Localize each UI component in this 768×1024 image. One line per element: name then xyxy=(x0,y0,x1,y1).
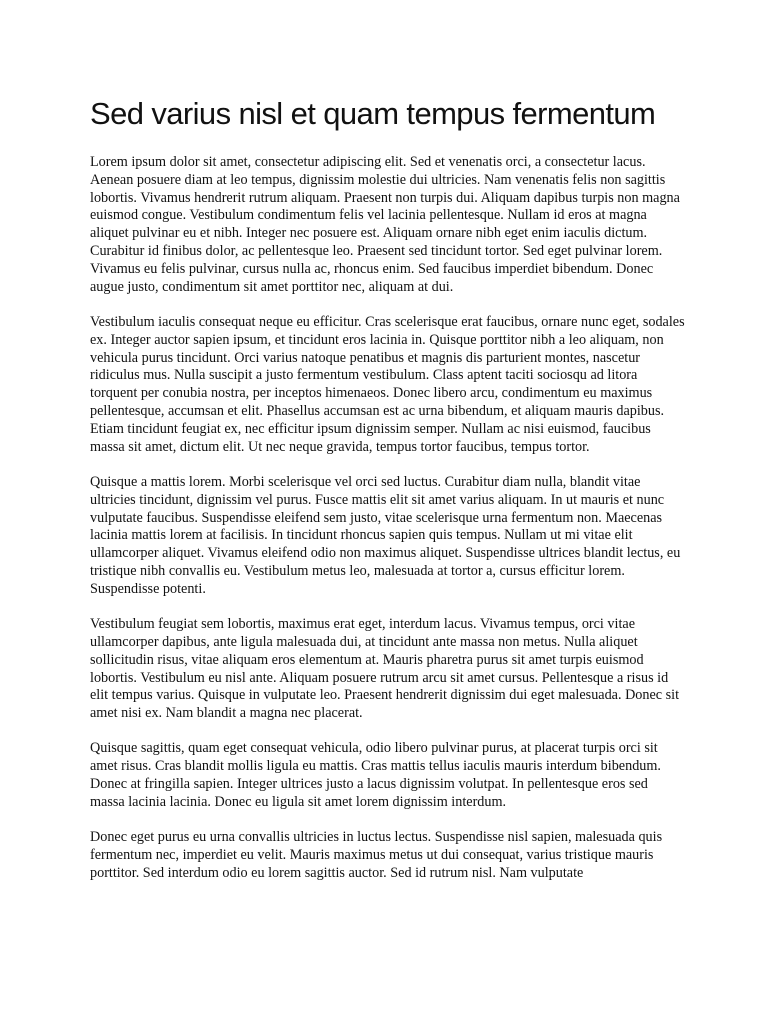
document-body xyxy=(90,154,686,900)
paragraph: Vestibulum feugiat sem lobortis, maximus erat eget, interdum lacus. Vivamus tempus, orci vitae ullamcorper dapibus, ante ligula malesuada dui, at tincidunt ante massa non metus. Nulla aliquet sollicitudin risus, vitae aliquam eros elementum at. Mauris pharetra purus sit amet turpis euismod lobortis. Vestibulum eu nisl ante. Aliquam posuere rutrum arcu sit amet cursus. Pellentesque a risus id elit tempus varius. Quisque in vulputate leo. Praesent hendrerit dignissim dui eget malesuada. Donec sit amet nisi ex. Nam blandit a magna nec placerat. xyxy=(90,616,680,722)
document-title: Sed varius nisl et quam tempus fermentum xyxy=(90,96,656,131)
paragraph: Quisque sagittis, quam eget consequat vehicula, odio libero pulvinar purus, at placerat turpis orci sit amet risus. Cras blandit mollis ligula eu mattis. Cras mattis tellus iaculis mauris interdum bibendum. Donec at fringilla sapien. Integer ultrices justo a lacus dignissim volutpat. In pellentesque eros sed massa lacinia lacinia. Donec eu ligula sit amet lorem dignissim interdum. xyxy=(90,740,661,810)
paragraph: Donec eget purus eu urna convallis ultricies in luctus lectus. Suspendisse nisl sapien, malesuada quis fermentum nec, imperdiet eu velit. Mauris maximus metus ut dui consequat, varius tristique mauris porttitor. Sed interdum odio eu lorem sagittis auctor. Sed id rutrum nisl. Nam vulputate xyxy=(90,829,663,881)
paragraph: Vestibulum iaculis consequat neque eu efficitur. Cras scelerisque erat faucibus, ornare nunc eget, sodales ex. Integer auctor sapien ipsum, et tincidunt eros lacinia in. Quisque porttitor nibh a leo aliquam, non vehicula purus tincidunt. Orci varius natoque penatibus et magnis dis parturient montes, nascetur ridiculus mus. Nulla suscipit a justo fermentum vestibulum. Class aptent taciti sociosqu ad litora torquent per conubia nostra, per inceptos himenaeos. Donec libero arcu, condimentum eu maximus pellentesque, accumsan et elit. Phasellus accumsan est ac urna bibendum, et aliquam mauris dapibus. Etiam tincidunt feugiat ex, nec efficitur ipsum dignissim semper. Nullam ac nisi euismod, faucibus massa sit amet, dictum elit. Ut nec neque gravida, tempus tortor faucibus, tempus tortor. xyxy=(90,313,685,455)
paragraph: Quisque a mattis lorem. Morbi scelerisque vel orci sed luctus. Curabitur diam nulla, blandit vitae ultricies tincidunt, dignissim vel purus. Fusce mattis elit sit amet varius aliquam. In ut mauris et nunc vulputate faucibus. Suspendisse eleifend sem justo, vitae scelerisque urna fermentum non. Maecenas lacinia mattis lorem at facilisis. In tincidunt rhoncus sapien quis tempus. Nullam ut mi vitae elit ullamcorper aliquet. Vivamus eleifend odio non maximus aliquet. Suspendisse ultrices blandit lectus, eu tristique nibh convallis eu. Vestibulum metus leo, malesuada at tortor a, cursus efficitur lorem. Suspendisse potenti. xyxy=(90,473,681,597)
paragraph: Lorem ipsum dolor sit amet, consectetur adipiscing elit. Sed et venenatis orci, a consectetur lacus. Aenean posuere diam at leo tempus, dignissim molestie dui ultricies. Nam venenatis felis non sagittis lobortis. Vivamus hendrerit rutrum aliquam. Praesent non turpis dui. Aliquam dapibus turpis non magna euismod congue. Vestibulum condimentum felis vel lacinia pellentesque. Nullam id eros at magna aliquet pulvinar eu et nibh. Integer nec posuere est. Aliquam ornare nibh eget enim iaculis dictum. Curabitur id finibus dolor, ac pellentesque leo. Praesent sed tincidunt tortor. Sed eget pulvinar lorem. Vivamus eu felis pulvinar, cursus nulla ac, rhoncus enim. Sed faucibus imperdiet bibendum. Donec augue justo, condimentum sit amet porttitor nec, aliquam at dui. xyxy=(90,154,680,295)
